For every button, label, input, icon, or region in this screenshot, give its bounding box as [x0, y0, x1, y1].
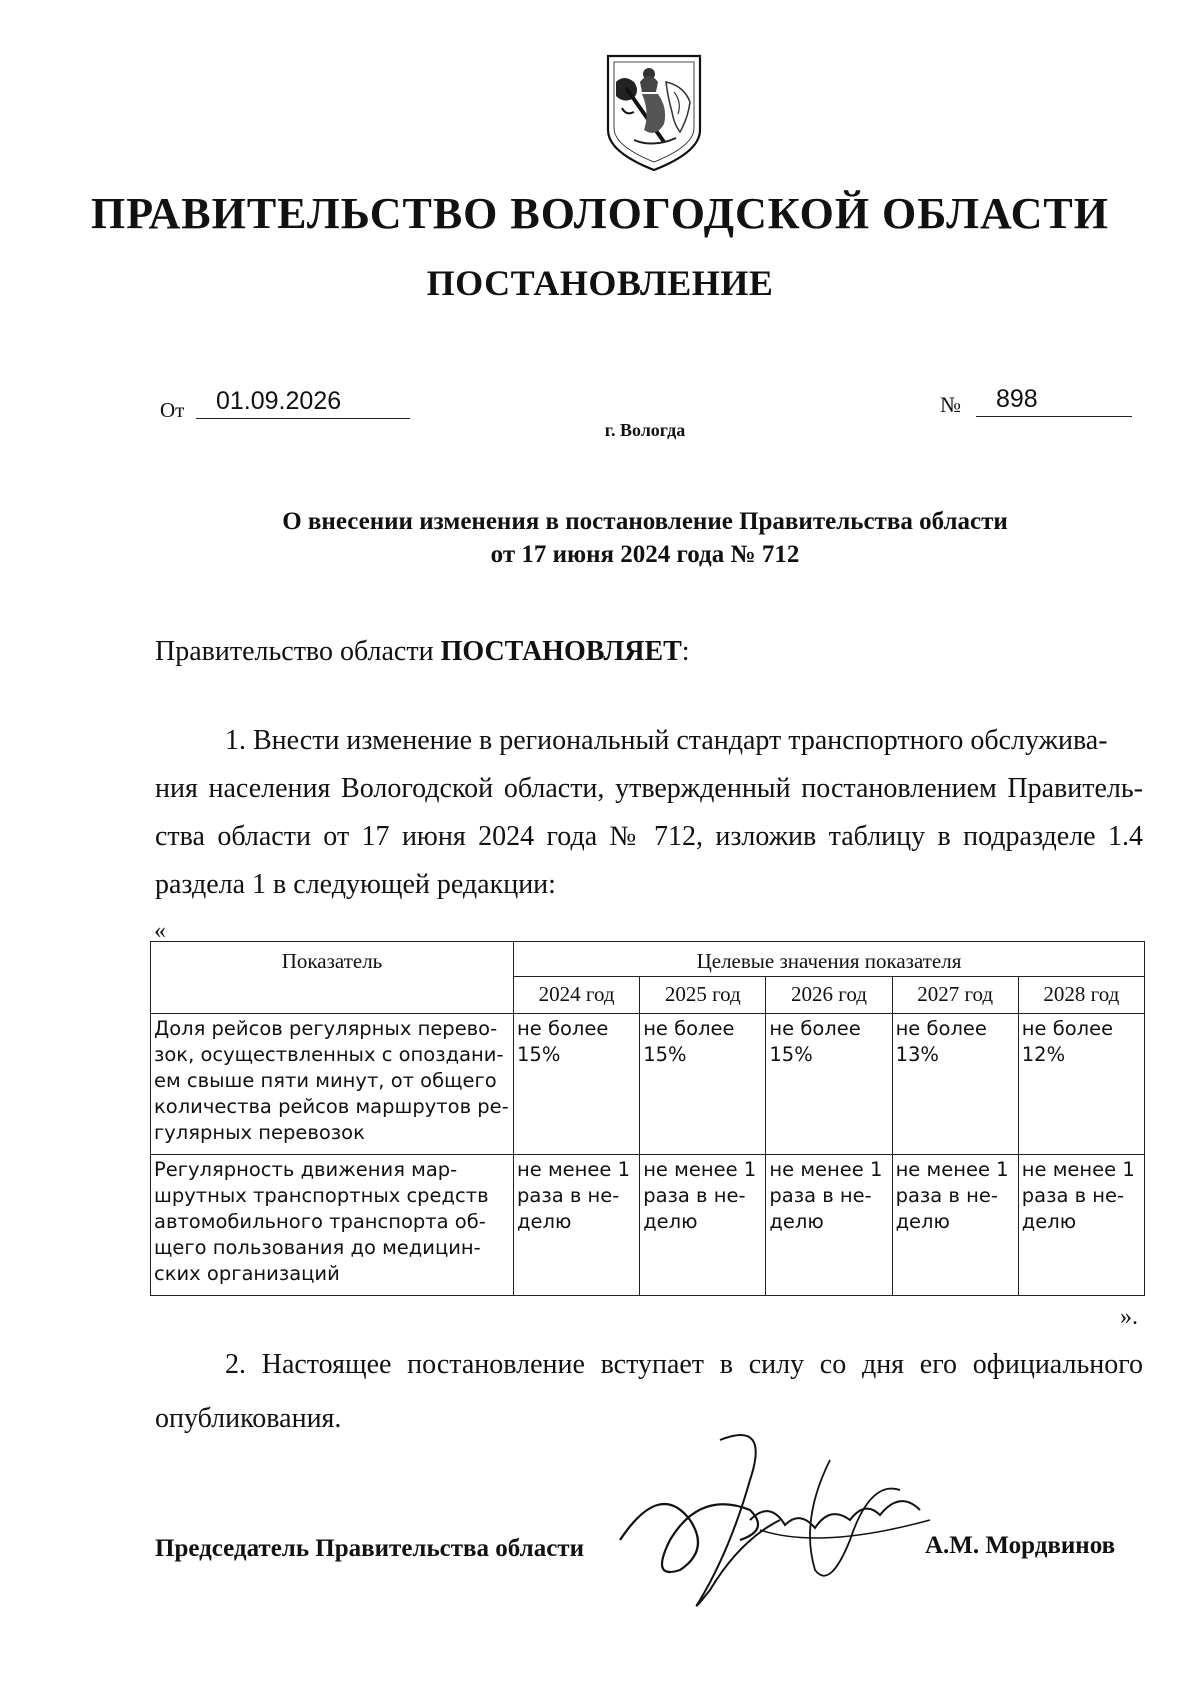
subject-line-1: О внесении изменения в постановление Правительства области: [282, 508, 1008, 535]
paragraph-2-rest: опубликования.: [155, 1403, 342, 1434]
number-prefix: №: [940, 392, 961, 417]
value-cell: не более 15%: [766, 1014, 892, 1155]
year-header: 2028 год: [1018, 977, 1144, 1014]
table-row: [151, 1014, 1145, 1155]
signature-icon: [600, 1420, 940, 1620]
indicator-cell: Регулярность движения маршрутных транспортных средств автомобильного транспорта общего пользования до медицинских организаций: [151, 1155, 514, 1296]
quote-close: ».: [1120, 1304, 1138, 1330]
decree-statement: [155, 636, 690, 668]
decree-lead: Правительство области: [155, 636, 441, 667]
year-header: 2027 год: [892, 977, 1018, 1014]
value-cell: не менее 1 раза в неделю: [640, 1155, 766, 1296]
value-cell: не более 12%: [1018, 1014, 1144, 1155]
document-number: 898: [976, 384, 1132, 417]
decree-colon: :: [681, 636, 690, 667]
value-cell: не более 13%: [892, 1014, 1018, 1155]
date-prefix: От: [160, 398, 185, 422]
decree-verb: ПОСТАНОВЛЯЕТ: [440, 636, 682, 667]
city: г. Вологда: [604, 420, 686, 440]
signer-title: Председатель Правительства области: [155, 1535, 584, 1562]
document-subject: [180, 505, 1110, 571]
indicator-cell: Доля рейсов регулярных перевозок, осуществленных с опозданием свыше пяти минут, от общего количества рейсов маршрутов регулярных перевозок: [151, 1014, 514, 1155]
paragraph-1-first-line: 1. Внести изменение в региональный стандарт транспортного обслужива-: [225, 725, 1108, 756]
paragraph-1-rest: ния населения Вологодской области, утвержденный постановлением Правительства области от 17 июня 2024 года № 712, изложив таблицу в подразделе 1.4 раздела 1 в следующей редакции:: [155, 773, 1143, 900]
paragraph-2-first-line: 2. Настоящее постановление вступает в силу со дня его официального: [225, 1349, 1143, 1380]
targets-header: Целевые значения показателя: [514, 942, 1145, 977]
document-date: 01.09.2026: [196, 386, 410, 419]
paragraph-1: [155, 717, 1143, 909]
value-cell: не более 15%: [514, 1014, 640, 1155]
table-row: [151, 1155, 1145, 1296]
coat-of-arms-icon: [604, 52, 704, 172]
government-title: ПРАВИТЕЛЬСТВО ВОЛОГОДСКОЙ ОБЛАСТИ: [91, 189, 1109, 238]
year-header: 2024 год: [514, 977, 640, 1014]
year-header: 2026 год: [766, 977, 892, 1014]
target-values-table: [150, 941, 1145, 1296]
year-header: 2025 год: [640, 977, 766, 1014]
value-cell: не более 15%: [640, 1014, 766, 1155]
signer-name: А.М. Мордвинов: [925, 1532, 1116, 1559]
value-cell: не менее 1 раза в неделю: [892, 1155, 1018, 1296]
quote-open: «: [154, 918, 166, 944]
document-type: ПОСТАНОВЛЕНИЕ: [426, 263, 774, 303]
indicator-header: Показатель: [151, 942, 514, 1014]
subject-line-2: от 17 июня 2024 года № 712: [490, 541, 800, 568]
value-cell: не менее 1 раза в неделю: [766, 1155, 892, 1296]
value-cell: не менее 1 раза в неделю: [514, 1155, 640, 1296]
value-cell: не менее 1 раза в неделю: [1018, 1155, 1144, 1296]
